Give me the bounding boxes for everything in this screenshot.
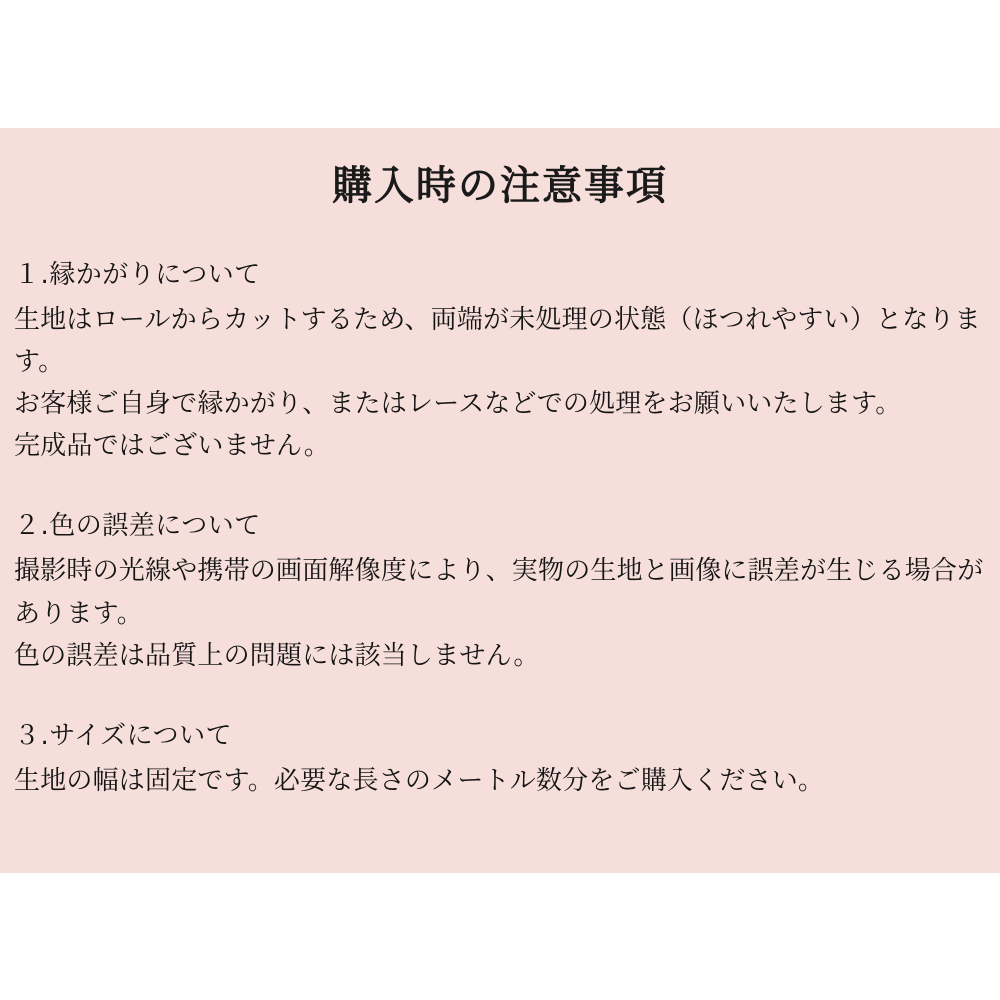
page-title: 購入時の注意事項 [332, 163, 668, 209]
section-line: 撮影時の光線や携帯の画面解像度により、実物の生地と画像に誤差が生じる場合があります。 [14, 556, 984, 629]
section-line: お客様ご自身で縁かがり、またはレースなどでの処理をお願いいたします。 [14, 389, 902, 420]
section-heading: ３.サイズについて [14, 720, 233, 751]
notice-section-1 [14, 256, 986, 467]
notice-panel [0, 128, 1000, 873]
notice-section-3 [14, 717, 986, 802]
section-body [14, 299, 986, 467]
section-body [14, 550, 986, 676]
section-body [14, 760, 986, 802]
notice-section-2 [14, 507, 986, 676]
section-line: 生地はロールからカットするため、両端が未処理の状態（ほつれやすい）となります。 [14, 305, 981, 378]
section-line: 色の誤差は品質上の問題には該当しません。 [14, 640, 540, 671]
section-line: 生地の幅は固定です。必要な長さのメートル数分をご購入ください。 [14, 765, 825, 796]
section-heading: １.縁かがりについて [14, 260, 261, 290]
notice-content [0, 128, 1000, 873]
section-heading: ２.色の誤差について [14, 511, 261, 542]
section-line: 完成品ではございません。 [14, 431, 330, 462]
